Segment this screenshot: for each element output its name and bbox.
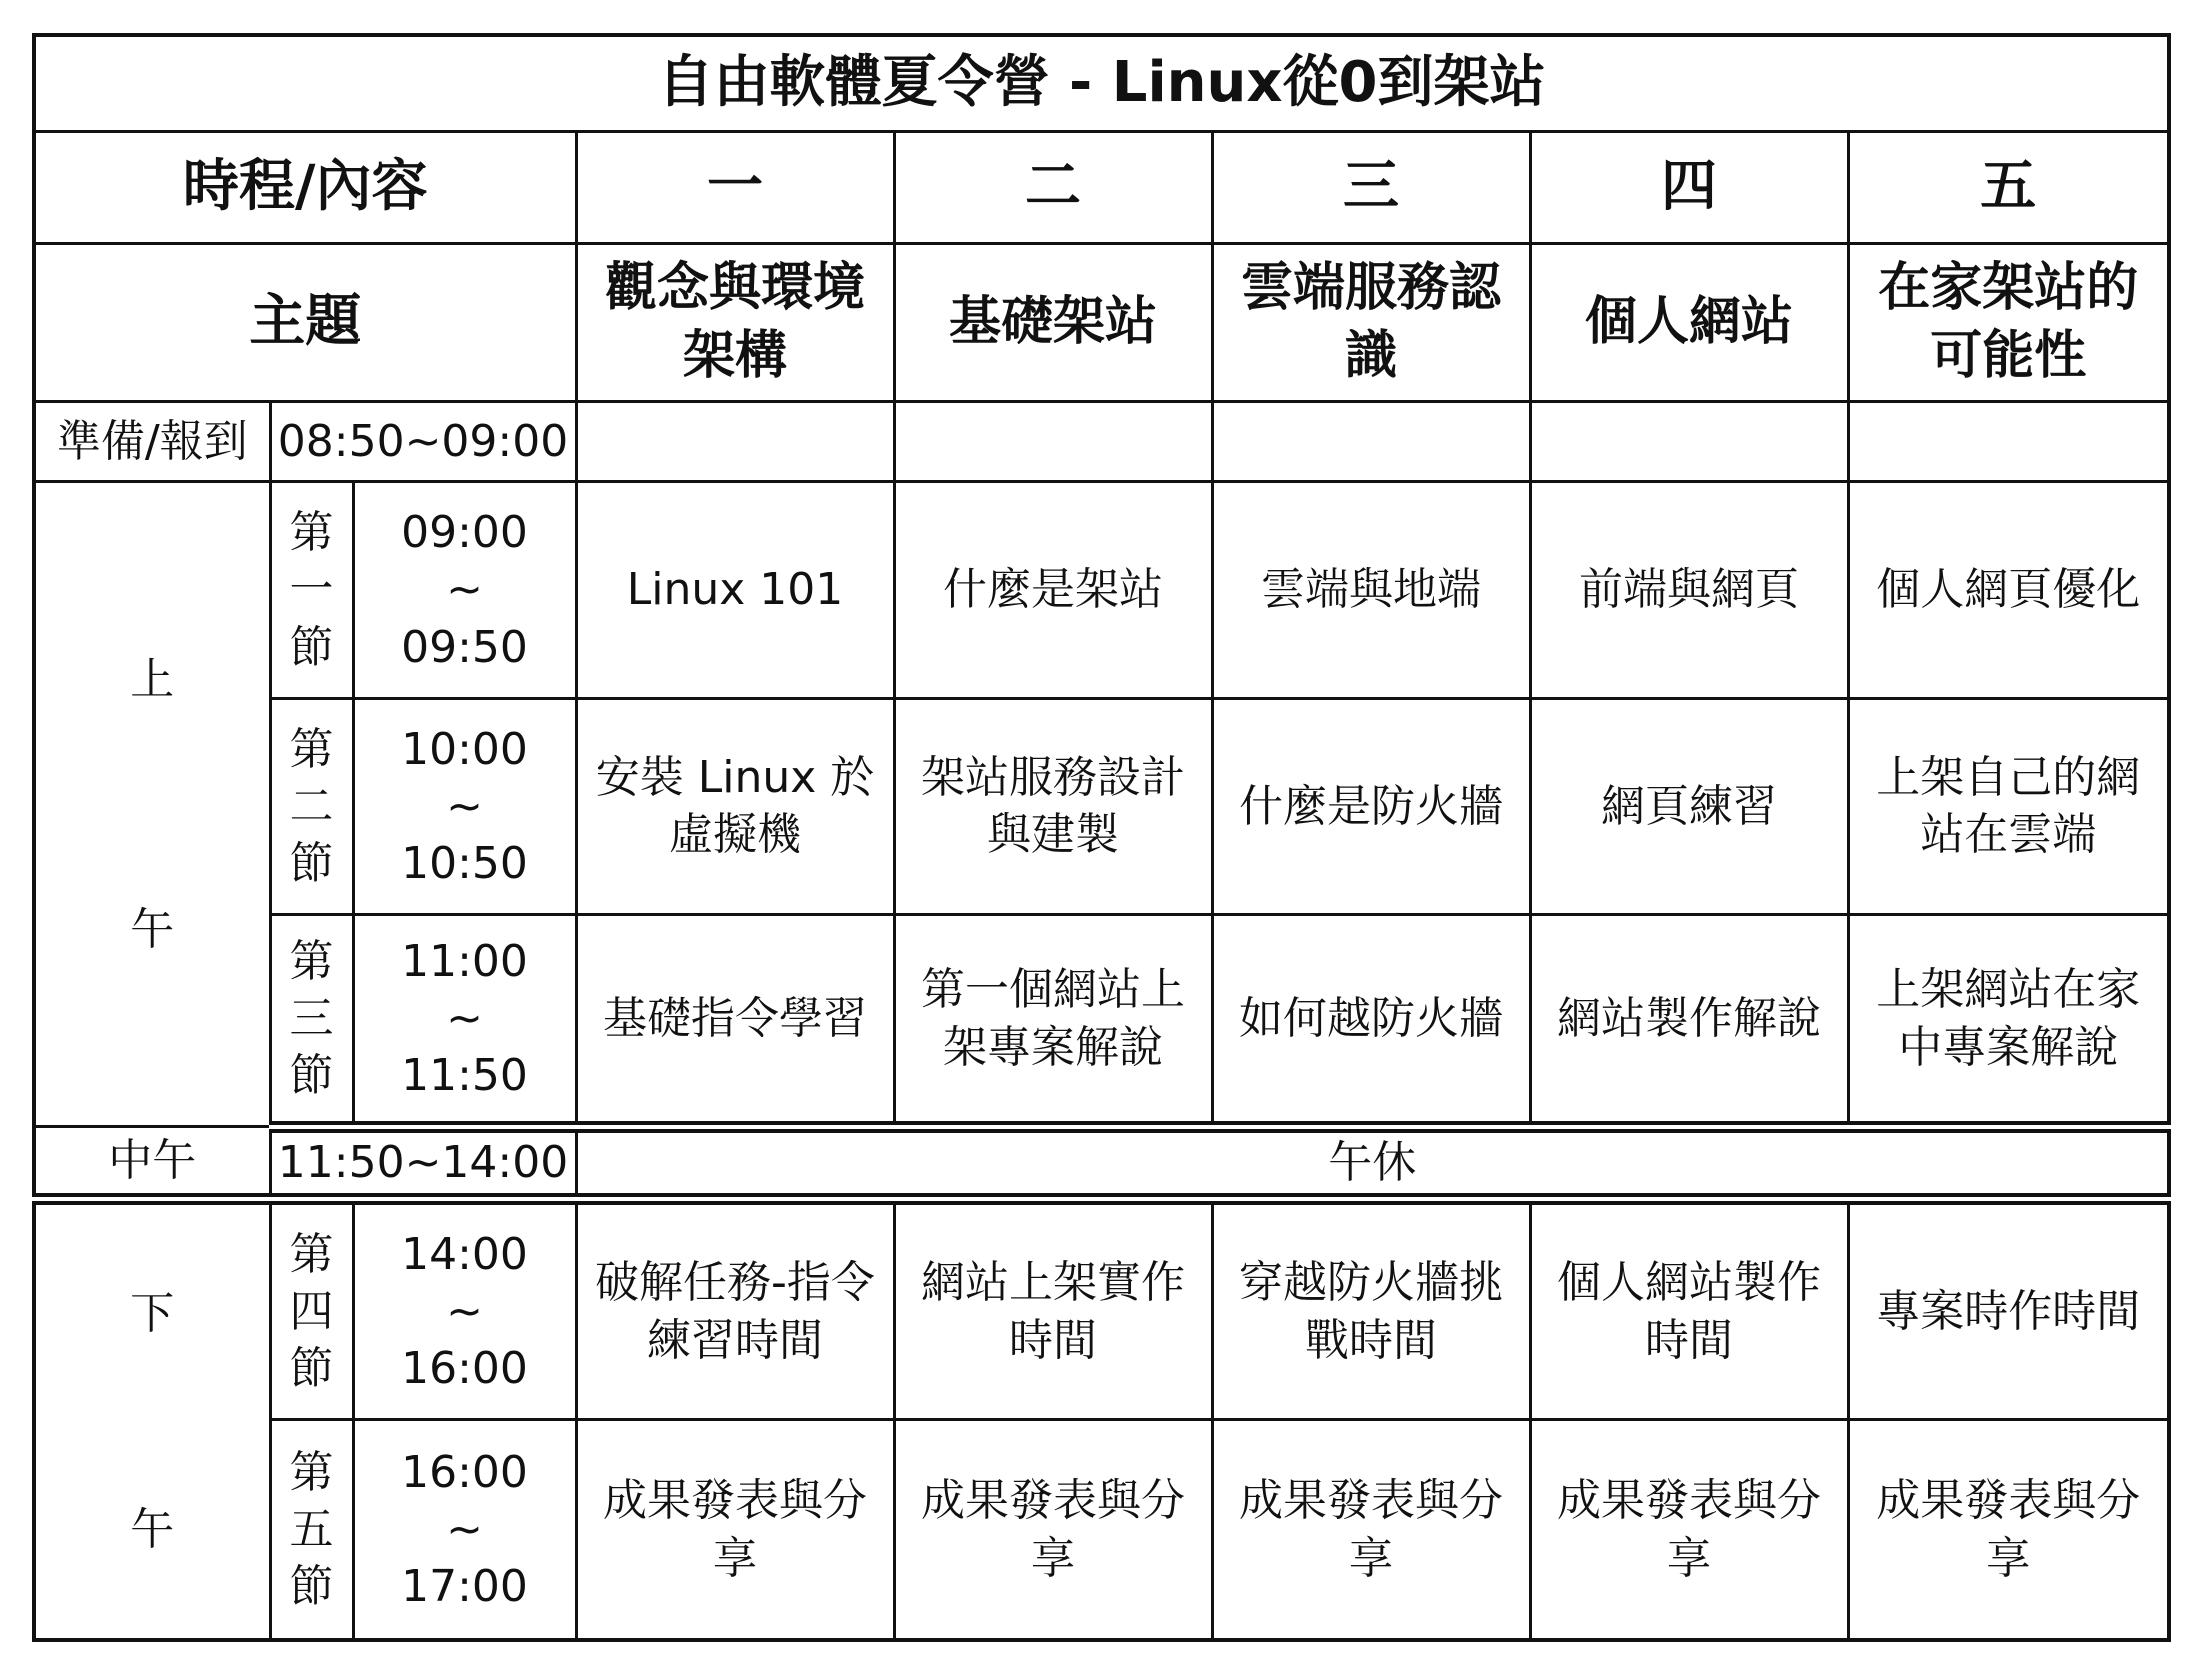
session-cell: 成果發表與分享 xyxy=(1212,1420,1530,1641)
session-cell: 基礎指令學習 xyxy=(576,915,894,1127)
morning-label-bottom: 午 xyxy=(130,903,175,955)
session-cell: 如何越防火牆 xyxy=(1212,915,1530,1127)
period-time xyxy=(353,698,576,914)
session-cell: 成果發表與分享 xyxy=(894,1420,1212,1641)
topic-day-2: 基礎架站 xyxy=(894,243,1212,401)
topic-day-3: 雲端服務認識 xyxy=(1212,243,1530,401)
period-end: 09:50 xyxy=(401,621,528,673)
period-row-3 xyxy=(34,915,2169,1127)
period-start: 10:00 xyxy=(401,723,528,775)
period-row-2 xyxy=(34,698,2169,914)
session-cell: 網站製作解說 xyxy=(1530,915,1848,1127)
topic-day-4: 個人網站 xyxy=(1530,243,1848,401)
prep-time: 08:50~09:00 xyxy=(270,402,576,482)
prep-row xyxy=(34,402,2169,482)
period-time xyxy=(353,482,576,698)
day-header-2: 二 xyxy=(894,131,1212,243)
period-end: 16:00 xyxy=(401,1343,528,1395)
afternoon-label-top: 下 xyxy=(130,1287,175,1339)
day-header-4: 四 xyxy=(1530,131,1848,243)
prep-day-4 xyxy=(1530,402,1848,482)
page-title: 自由軟體夏令營 - Linux從0到架站 xyxy=(34,35,2169,131)
session-cell: 雲端與地端 xyxy=(1212,482,1530,698)
period-time xyxy=(353,1420,576,1641)
session-cell: 架站服務設計與建製 xyxy=(894,698,1212,914)
session-cell: 上架自己的網站在雲端 xyxy=(1848,698,2169,914)
session-cell: 上架網站在家中專案解說 xyxy=(1848,915,2169,1127)
period-row-4 xyxy=(34,1199,2169,1419)
period-start: 11:00 xyxy=(401,935,528,987)
session-cell: 網頁練習 xyxy=(1530,698,1848,914)
session-cell: 個人網頁優化 xyxy=(1848,482,2169,698)
period-name xyxy=(270,1199,353,1419)
period-start: 09:00 xyxy=(401,507,528,559)
period-name xyxy=(270,482,353,698)
session-cell: 成果發表與分享 xyxy=(1530,1420,1848,1641)
prep-day-5 xyxy=(1848,402,2169,482)
schedule-content-header: 時程/內容 xyxy=(34,131,576,243)
afternoon-label-bottom: 午 xyxy=(130,1503,175,1555)
period-time xyxy=(353,1199,576,1419)
lunch-time: 11:50~14:00 xyxy=(270,1127,576,1199)
session-cell: Linux 101 xyxy=(576,482,894,698)
session-cell: 什麼是架站 xyxy=(894,482,1212,698)
period-sep: ~ xyxy=(446,780,483,832)
lunch-row xyxy=(34,1127,2169,1199)
prep-day-1 xyxy=(576,402,894,482)
period-start: 16:00 xyxy=(401,1446,528,1498)
prep-label: 準備/報到 xyxy=(34,402,270,482)
session-cell: 專案時作時間 xyxy=(1848,1199,2169,1419)
period-time xyxy=(353,915,576,1127)
period-name-text: 第三節 xyxy=(289,935,334,1102)
session-cell: 破解任務-指令練習時間 xyxy=(576,1199,894,1419)
topic-day-1: 觀念與環境架構 xyxy=(576,243,894,401)
session-cell: 第一個網站上架專案解說 xyxy=(894,915,1212,1127)
period-sep: ~ xyxy=(446,1285,483,1337)
morning-label-top: 上 xyxy=(130,653,175,705)
period-name-text: 第四節 xyxy=(289,1228,334,1395)
period-end: 17:00 xyxy=(401,1561,528,1613)
prep-day-3 xyxy=(1212,402,1530,482)
period-name-text: 第一節 xyxy=(289,507,334,673)
header-row xyxy=(34,131,2169,243)
morning-label xyxy=(34,482,270,1127)
session-cell: 安裝 Linux 於虛擬機 xyxy=(576,698,894,914)
topics-label: 主題 xyxy=(34,243,576,401)
session-cell: 穿越防火牆挑戰時間 xyxy=(1212,1199,1530,1419)
session-cell: 個人網站製作時間 xyxy=(1530,1199,1848,1419)
lunch-label: 中午 xyxy=(34,1127,270,1199)
session-cell: 網站上架實作時間 xyxy=(894,1199,1212,1419)
period-start: 14:00 xyxy=(401,1228,528,1280)
session-cell: 前端與網頁 xyxy=(1530,482,1848,698)
period-name-text: 第二節 xyxy=(289,723,334,889)
period-end: 11:50 xyxy=(401,1050,528,1102)
period-end: 10:50 xyxy=(401,837,528,889)
day-header-1: 一 xyxy=(576,131,894,243)
title-row xyxy=(34,35,2169,131)
period-name-text: 第五節 xyxy=(289,1446,334,1613)
session-cell: 成果發表與分享 xyxy=(576,1420,894,1641)
period-sep: ~ xyxy=(446,1503,483,1555)
period-sep: ~ xyxy=(446,992,483,1044)
topics-row xyxy=(34,243,2169,401)
lunch-break-text: 午休 xyxy=(576,1127,2169,1199)
afternoon-label xyxy=(34,1199,270,1640)
topic-day-5: 在家架站的可能性 xyxy=(1848,243,2169,401)
period-name xyxy=(270,698,353,914)
day-header-3: 三 xyxy=(1212,131,1530,243)
schedule-table xyxy=(32,33,2171,1642)
period-row-5 xyxy=(34,1420,2169,1641)
prep-day-2 xyxy=(894,402,1212,482)
day-header-5: 五 xyxy=(1848,131,2169,243)
period-name xyxy=(270,915,353,1127)
period-sep: ~ xyxy=(446,564,483,616)
session-cell: 成果發表與分享 xyxy=(1848,1420,2169,1641)
period-row-1 xyxy=(34,482,2169,698)
period-name xyxy=(270,1420,353,1641)
session-cell: 什麼是防火牆 xyxy=(1212,698,1530,914)
